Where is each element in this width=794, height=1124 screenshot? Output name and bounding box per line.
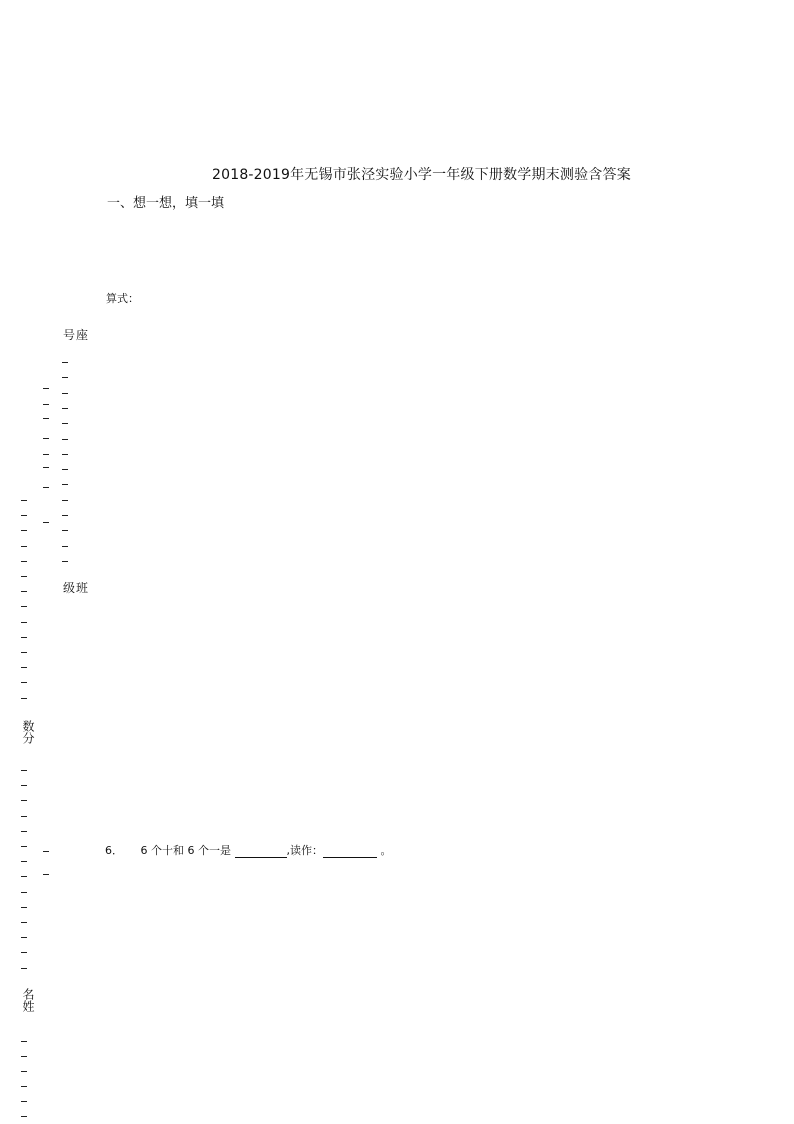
margin-dash [21, 922, 27, 923]
margin-dash [21, 861, 27, 862]
margin-dash [21, 622, 27, 623]
margin-dash [62, 561, 68, 562]
margin-dash [62, 500, 68, 501]
margin-dash [21, 530, 27, 531]
margin-dash [62, 423, 68, 424]
question-6 [105, 842, 392, 858]
margin-dash [21, 561, 27, 562]
margin-dash [43, 438, 49, 439]
margin-dash [62, 484, 68, 485]
margin-dash [21, 546, 27, 547]
question-6-end-mark: 。 [380, 844, 392, 857]
margin-dash [21, 876, 27, 877]
margin-dash [43, 522, 49, 523]
margin-dash [21, 907, 27, 908]
margin-dash [21, 652, 27, 653]
margin-dash [21, 698, 27, 699]
margin-dash [43, 851, 49, 852]
margin-dash [21, 892, 27, 893]
margin-dash [21, 831, 27, 832]
margin-dash [21, 1071, 27, 1072]
margin-dash [21, 1086, 27, 1087]
document-title: 2018-2019年无锡市张泾实验小学一年级下册数学期末测验含答案 [212, 167, 631, 183]
margin-dash [21, 606, 27, 607]
margin-dash [21, 591, 27, 592]
answer-blank-reading[interactable] [323, 845, 377, 858]
margin-dash [62, 439, 68, 440]
margin-dash [43, 388, 49, 389]
margin-dash [21, 770, 27, 771]
question-6-read-as: ,读作： [286, 844, 323, 857]
margin-dash [21, 667, 27, 668]
margin-dash [62, 408, 68, 409]
margin-dash [43, 874, 49, 875]
score-label: 数分 [21, 720, 35, 744]
margin-dash [62, 362, 68, 363]
margin-dash [21, 800, 27, 801]
margin-dash [62, 546, 68, 547]
margin-dash [21, 1056, 27, 1057]
margin-dash [21, 500, 27, 501]
answer-blank-number[interactable] [235, 845, 287, 858]
section-1-heading: 一、想一想，填一填 [107, 196, 225, 211]
seat-number-label: 号座 [63, 328, 90, 342]
margin-dash [21, 576, 27, 577]
margin-dash [62, 469, 68, 470]
margin-dash [21, 637, 27, 638]
formula-label: 算式： [106, 292, 139, 305]
margin-dash [62, 377, 68, 378]
margin-dash [21, 1116, 27, 1117]
margin-dash [43, 487, 49, 488]
margin-dash [21, 1041, 27, 1042]
margin-dash [21, 682, 27, 683]
margin-dash [21, 515, 27, 516]
margin-dash [43, 418, 49, 419]
margin-dash [43, 454, 49, 455]
question-6-text: 6 个十和 6 个一是 [140, 844, 231, 857]
margin-dash [62, 530, 68, 531]
margin-dash [21, 785, 27, 786]
margin-dash [21, 937, 27, 938]
margin-dash [62, 515, 68, 516]
class-label: 级班 [63, 581, 90, 595]
margin-dash [21, 968, 27, 969]
margin-dash [21, 846, 27, 847]
name-label: 名姓 [21, 988, 35, 1012]
margin-dash [43, 467, 49, 468]
margin-dash [21, 816, 27, 817]
margin-dash [62, 393, 68, 394]
margin-dash [21, 1101, 27, 1102]
margin-dash [21, 952, 27, 953]
margin-dash [43, 404, 49, 405]
question-6-number: 6． [105, 844, 123, 857]
margin-dash [62, 454, 68, 455]
